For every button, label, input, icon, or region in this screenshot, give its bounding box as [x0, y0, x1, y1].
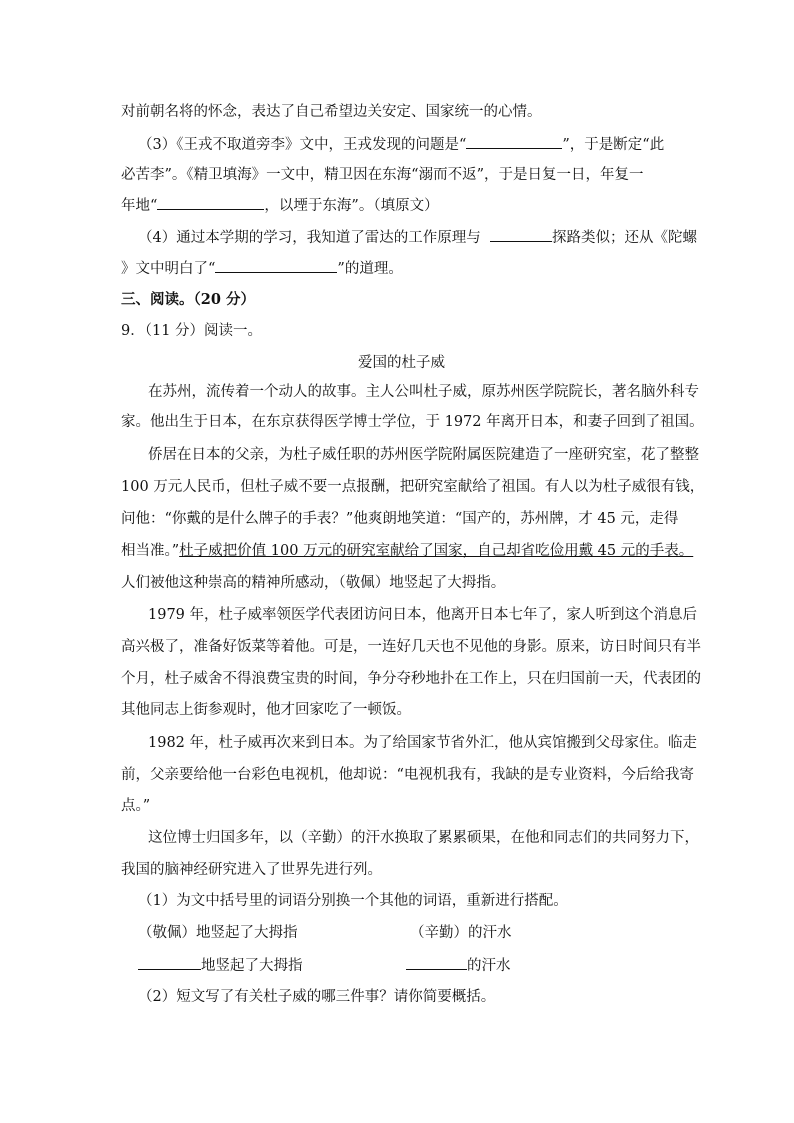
passage-line: 我国的脑神经研究进入了世界先进行列。 [121, 862, 382, 878]
answer-line-right [406, 955, 511, 976]
answer-blank[interactable] [406, 955, 467, 970]
text-line [138, 134, 664, 155]
answer-blank[interactable] [138, 955, 201, 970]
text-line [138, 227, 697, 248]
section-heading: 三、阅读。（20 分） [121, 291, 255, 308]
passage-line: 问他：“你戴的是什么牌子的手表？”他爽朗地笑道：“国产的，苏州牌，才 45 元，走得 [121, 511, 679, 527]
text-line [121, 258, 403, 279]
text-segment: （3）《王戎不取道旁李》文中，王戎发现的问题是“ [138, 137, 467, 153]
passage-line: 家。他出生于日本，在东京获得医学博士学位，于 1972 年离开日本，和妻子回到了祖国。 [121, 414, 704, 430]
word-pair-left: （敬佩）地竖起了大拇指 [138, 925, 298, 941]
passage-line: 1982 年，杜子威再次来到日本。为了给国家节省外汇，他从宾馆搬到父母家住。临走 [148, 735, 698, 751]
passage-line: 其他同志上街参观时，他才回家吃了一顿饭。 [121, 702, 411, 718]
text-line: 必苦李”。《精卫填海》一文中，精卫因在东海“溺而不返”，于是日复一日，年复一 [121, 167, 644, 183]
text-segment: ”，于是断定“此 [562, 137, 665, 153]
answer-blank[interactable] [490, 227, 552, 242]
question-label: 9．（11 分）阅读一。 [121, 323, 263, 339]
passage-line: 前，父亲要给他一台彩色电视机，他却说：“电视机我有，我缺的是专业资料，今后给我寄 [121, 767, 694, 783]
text-line [121, 195, 439, 216]
passage-line: 人们被他这种崇高的精神所感动，（敬佩）地竖起了大拇指。 [121, 575, 506, 591]
text-segment: 相当准。” [121, 543, 180, 559]
text-segment: ，以堙于东海”。（填原文） [264, 198, 439, 214]
sub-question: （2）短文写了有关杜子威的哪三件事？请你简要概括。 [138, 989, 496, 1005]
text-segment: ”的道理。 [337, 261, 403, 277]
passage-line: 侨居在日本的父亲，为杜子威任职的苏州医学院附属医院建造了一座研究室，花了整整 [148, 447, 699, 463]
sub-question: （1）为文中括号里的词语分别换一个其他的词语，重新进行搭配。 [138, 893, 568, 909]
passage-line: 1979 年，杜子威率领医学代表团访问日本，他离开日本七年了，家人听到这个消息后 [148, 607, 698, 623]
underlined-sentence: 杜子威把价值 100 万元的研究室献给了国家，自己却省吃俭用戴 45 元的手表。 [179, 543, 694, 559]
answer-blank[interactable] [466, 134, 562, 149]
text-line: 对前朝名将的怀念，表达了自己希望边关安定、国家统一的心情。 [121, 104, 542, 120]
passage-line: 100 万元人民币，但杜子威不要一点报酬，把研究室献给了祖国。有人以为杜子威很有钱， [121, 479, 705, 495]
text-segment: 探路类似；还从《陀螺 [551, 230, 697, 246]
passage-line: 在苏州，流传着一个动人的故事。主人公叫杜子威，原苏州医学院院长，著名脑外科专 [148, 384, 699, 400]
word-pair-right: （辛勤）的汗水 [410, 925, 512, 941]
text-segment: 年地“ [121, 198, 158, 214]
passage-line: 高兴极了，准备好饭菜等着他。可是，一连好几天也不见他的身影。原来，访日时间只有半 [121, 639, 701, 655]
answer-line-left [138, 955, 303, 976]
passage-line: 这位博士归国多年，以（辛勤）的汗水换取了累累硕果，在他和同志们的共同努力下， [148, 830, 699, 846]
passage-line [121, 541, 693, 561]
passage-line: 个月，杜子威舍不得浪费宝贵的时间，争分夺秒地扑在工作上，只在归国前一天，代表团的 [121, 671, 701, 687]
answer-blank[interactable] [157, 195, 264, 210]
text-segment: 的汗水 [467, 958, 511, 974]
text-segment: （4）通过本学期的学习，我知道了雷达的工作原理与 [138, 230, 481, 246]
passage-title: 爱国的杜子威 [358, 355, 445, 371]
answer-blank[interactable] [215, 258, 337, 273]
text-segment: 》文中明白了“ [121, 261, 216, 277]
passage-line: 点。” [121, 798, 151, 814]
text-segment: 地竖起了大拇指 [201, 958, 303, 974]
